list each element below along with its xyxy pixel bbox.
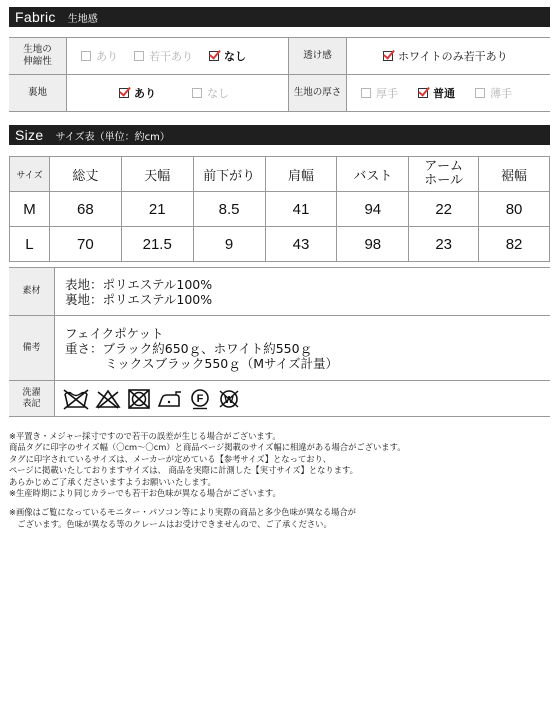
lining-options xyxy=(67,75,289,111)
fabric-row-2 xyxy=(9,75,550,112)
note-line: ※平置き・メジャー採寸ですので若干の誤差が生じる場合がございます。 xyxy=(9,431,281,441)
thickness-option-thick: 厚手 xyxy=(361,85,398,101)
remarks-line-3: ミックスブラック550ｇ（Mサイズ計量） xyxy=(105,355,339,371)
fabric-table xyxy=(9,37,550,112)
column-header-armhole: アーム ホール xyxy=(409,157,479,192)
table-cell: 8.5 xyxy=(193,192,265,227)
no-wet-clean-icon xyxy=(217,388,241,410)
note-line: ※画像はご覧になっているモニター・パソコン等により実際の商品と多少色味が異なる場合が xyxy=(9,507,356,518)
care-symbols xyxy=(55,381,241,416)
table-cell: 70 xyxy=(49,227,121,262)
care-label: 洗濯 表記 xyxy=(9,381,55,416)
dry-clean-f-icon xyxy=(189,388,211,410)
material-value xyxy=(55,268,212,315)
column-header-shoulder: 肩幅 xyxy=(265,157,337,192)
table-cell: 82 xyxy=(479,227,550,262)
transparency-option-white: ホワイトのみ若干あり xyxy=(383,48,508,64)
product-info-table xyxy=(9,267,550,417)
no-wash-icon xyxy=(63,388,89,410)
checkbox-icon xyxy=(81,51,91,61)
remarks-value xyxy=(55,316,338,380)
note-line: ページに掲載いたしておりますサイズは、 商品を実際に計測した【実寸サイズ】となります。 xyxy=(9,465,358,476)
material-label: 素材 xyxy=(9,268,55,315)
checkbox-icon xyxy=(134,51,144,61)
table-cell: 94 xyxy=(337,192,409,227)
thickness-options xyxy=(347,75,550,111)
note-line: あらかじめご了承くださいますようお願いいたします。 xyxy=(9,476,216,487)
fabric-subtitle: 生地感 xyxy=(67,13,98,25)
lining-option-no: なし xyxy=(192,85,229,101)
table-cell: 43 xyxy=(265,227,337,262)
checkbox-icon xyxy=(192,88,202,98)
checked-checkbox-icon xyxy=(119,88,129,98)
table-cell: 9 xyxy=(193,227,265,262)
note-line: 商品タグに印字のサイズ幅（〇cm〜〇cm）と商品ページ掲載のサイズ幅に相違がある場合がございます。 xyxy=(9,442,406,453)
lining-label: 裏地 xyxy=(9,75,67,111)
iron-low-icon xyxy=(157,388,183,410)
remarks-line-1: フェイクポケット xyxy=(65,325,164,341)
table-cell: 80 xyxy=(479,192,550,227)
svg-text:W: W xyxy=(224,394,234,406)
size-cell: L xyxy=(10,227,50,262)
size-table xyxy=(9,156,550,262)
no-tumble-dry-icon xyxy=(127,388,151,410)
table-row xyxy=(10,192,550,227)
table-cell: 41 xyxy=(265,192,337,227)
checked-checkbox-icon xyxy=(209,51,219,61)
thickness-option-thin: 薄手 xyxy=(475,85,512,101)
stretch-option-slight: 若干あり xyxy=(134,48,193,64)
table-cell: 21.5 xyxy=(121,227,193,262)
table-cell: 23 xyxy=(409,227,479,262)
material-outer: 表地：ポリエステル100% xyxy=(65,276,213,292)
notes xyxy=(9,431,554,530)
checkbox-icon xyxy=(361,88,371,98)
size-cell: M xyxy=(10,192,50,227)
transparency-label: 透け感 xyxy=(289,38,347,74)
remarks-line-2: 重さ：ブラック約650ｇ、ホワイト約550ｇ xyxy=(65,340,313,356)
fabric-section-header xyxy=(9,7,550,27)
stretch-options xyxy=(67,38,289,74)
size-subtitle: サイズ表（単位：約cm） xyxy=(55,131,170,143)
stretch-option-yes: あり xyxy=(81,48,118,64)
stretch-option-none: なし xyxy=(209,48,246,64)
table-cell: 98 xyxy=(337,227,409,262)
column-header-size: サイズ xyxy=(10,157,50,192)
column-header-hem: 裾幅 xyxy=(479,157,550,192)
transparency-options xyxy=(347,38,550,74)
remarks-label: 備考 xyxy=(9,316,55,380)
care-row xyxy=(9,381,550,417)
size-table-header-row xyxy=(10,157,550,192)
note-line: タグに印字されているサイズは、メーカーが定めている【参考サイズ】となっており、 xyxy=(9,453,332,464)
thickness-label: 生地の厚さ xyxy=(289,75,347,111)
size-section-header xyxy=(9,125,550,145)
size-title: Size xyxy=(15,127,44,143)
table-cell: 68 xyxy=(49,192,121,227)
table-cell: 22 xyxy=(409,192,479,227)
lining-option-yes: あり xyxy=(119,85,156,101)
table-row xyxy=(10,227,550,262)
stretch-label: 生地の 伸縮性 xyxy=(9,38,67,74)
column-header-front-drop: 前下がり xyxy=(193,157,265,192)
material-lining: 裏地：ポリエステル100% xyxy=(65,291,213,307)
svg-text:F: F xyxy=(196,392,204,405)
remarks-row xyxy=(9,316,550,381)
checkbox-icon xyxy=(475,88,485,98)
thickness-option-normal: 普通 xyxy=(418,85,455,101)
note-line: ※生産時期により同じカラーでも若干お色味が異なる場合がございます。 xyxy=(9,488,281,499)
column-header-neck-width: 天幅 xyxy=(121,157,193,192)
fabric-title: Fabric xyxy=(15,9,56,25)
checked-checkbox-icon xyxy=(418,88,428,98)
column-header-length: 総丈 xyxy=(49,157,121,192)
table-cell: 21 xyxy=(121,192,193,227)
material-row xyxy=(9,268,550,316)
fabric-row-1 xyxy=(9,38,550,75)
column-header-bust: バスト xyxy=(337,157,409,192)
no-bleach-icon xyxy=(95,388,121,410)
checked-checkbox-icon xyxy=(383,51,393,61)
note-line: ございます。色味が異なる等のクレームはお受けできませんので、ご了承ください。 xyxy=(9,518,332,529)
